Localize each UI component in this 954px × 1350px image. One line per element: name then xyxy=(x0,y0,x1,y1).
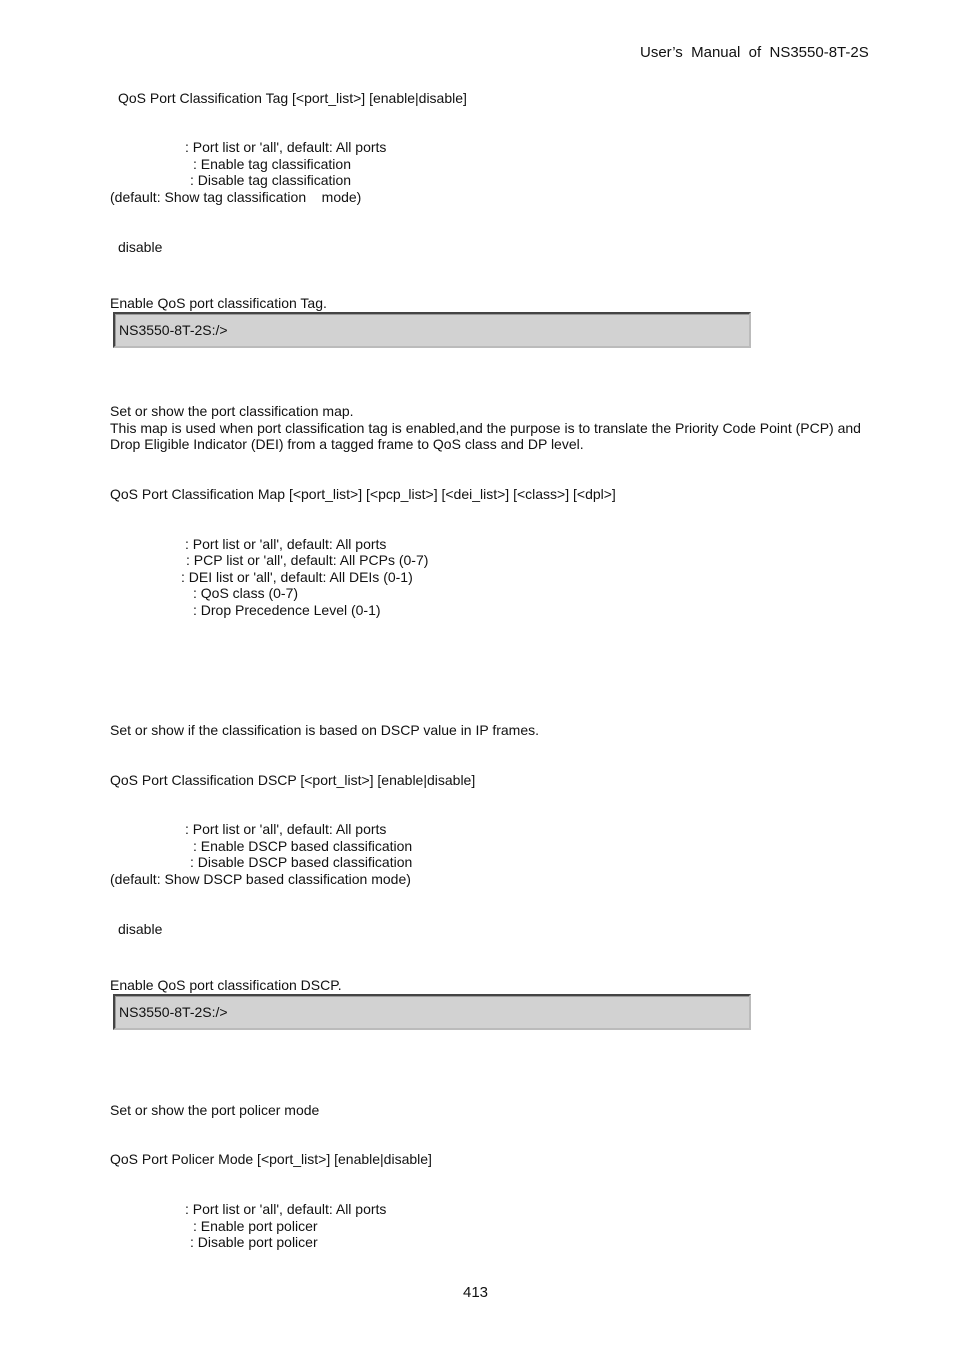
param-enable: : Enable DSCP based classification xyxy=(193,838,413,854)
command-prompt: NS3550-8T-2S:/> xyxy=(119,322,228,338)
param-class: : QoS class (0-7) xyxy=(193,585,299,601)
param-disable: : Disable tag classification xyxy=(190,172,352,188)
command-prompt: NS3550-8T-2S:/> xyxy=(119,1004,228,1020)
syntax-classification-dscp: QoS Port Classification DSCP [<port_list>] [enable|disable] xyxy=(110,772,476,788)
param-port-list: : Port list or 'all', default: All ports xyxy=(185,536,387,552)
param-enable: : Enable tag classification xyxy=(193,156,351,172)
manual-header: User’s Manual of NS3550-8T-2S xyxy=(640,44,869,61)
description-line: Set or show the port policer mode xyxy=(110,1102,320,1118)
param-dei-list: : DEI list or 'all', default: All DEIs (0-1) xyxy=(181,569,413,585)
param-disable: : Disable DSCP based classification xyxy=(190,854,413,870)
param-disable: : Disable port policer xyxy=(190,1234,318,1250)
param-pcp-list: : PCP list or 'all', default: All PCPs (0-7) xyxy=(186,552,429,568)
description-line: Drop Eligible Indicator (DEI) from a tagged frame to QoS class and DP level. xyxy=(110,436,584,452)
description-line: Set or show if the classification is based on DSCP value in IP frames. xyxy=(110,722,540,738)
description-line: This map is used when port classification tag is enabled,and the purpose is to translate the Priority Code Point (PCP) and xyxy=(110,420,861,436)
syntax-classification-map: QoS Port Classification Map [<port_list>] [<pcp_list>] [<dei_list>] [<class>] [<dpl>] xyxy=(110,486,616,502)
default-value: disable xyxy=(118,921,163,937)
param-enable: : Enable port policer xyxy=(193,1218,318,1234)
param-dpl: : Drop Precedence Level (0-1) xyxy=(193,602,381,618)
param-port-list: : Port list or 'all', default: All ports xyxy=(185,139,387,155)
example-description: Enable QoS port classification DSCP. xyxy=(110,977,342,993)
param-port-list: : Port list or 'all', default: All ports xyxy=(185,821,387,837)
description-line: Set or show the port classification map. xyxy=(110,403,354,419)
syntax-policer-mode: QoS Port Policer Mode [<port_list>] [enable|disable] xyxy=(110,1151,432,1167)
param-default-note: (default: Show tag classification mode) xyxy=(110,189,362,205)
command-prompt-box xyxy=(113,994,751,1030)
param-port-list: : Port list or 'all', default: All ports xyxy=(185,1201,387,1217)
command-prompt-box xyxy=(113,312,751,348)
default-value: disable xyxy=(118,239,163,255)
syntax-classification-tag: QoS Port Classification Tag [<port_list>] [enable|disable] xyxy=(118,90,467,106)
param-default-note: (default: Show DSCP based classification mode) xyxy=(110,871,411,887)
example-description: Enable QoS port classification Tag. xyxy=(110,295,327,311)
page-number: 413 xyxy=(463,1284,489,1301)
